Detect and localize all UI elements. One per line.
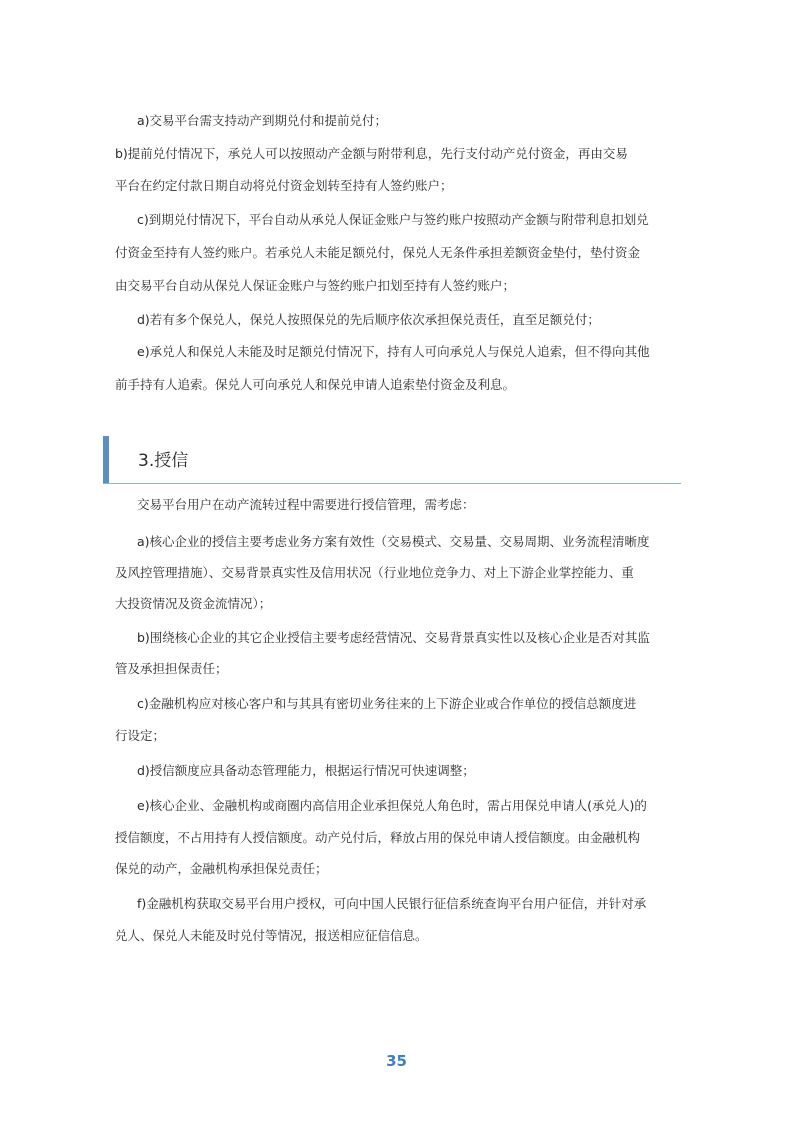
paragraph-line: 大投资情况及资金流情况）；	[115, 596, 272, 611]
paragraph-line: a)交易平台需支持动产到期兑付和提前兑付；	[137, 113, 388, 128]
paragraph-line: 由交易平台自动从保兑人保证金账户与签约账户扣划至持有人签约账户；	[115, 278, 516, 293]
paragraph-line: c)到期兑付情况下，平台自动从承兑人保证金账户与签约账户按照动产金额与附带利息扣划兑	[137, 212, 649, 227]
paragraph-line: e)核心企业、金融机构或商圈内高信用企业承担保兑人角色时，需占用保兑申请人(承兑人)的	[137, 798, 647, 813]
paragraph-line: c)金融机构应对核心客户和与其具有密切业务往来的上下游企业或合作单位的授信总额度进	[137, 696, 637, 711]
paragraph-line: 付资金至持有人签约账户。若承兑人未能足额兑付，保兑人无条件承担差额资金垫付，垫付资金	[115, 245, 641, 260]
paragraph-line: e)承兑人和保兑人未能及时足额兑付情况下，持有人可向承兑人与保兑人追索，但不得向其他	[137, 344, 650, 359]
paragraph-line: 及风控管理措施）、交易背景真实性及信用状况（行业地位竞争力、对上下游企业掌控能力、重	[115, 565, 634, 580]
paragraph-line: 兑人、保兑人未能及时兑付等情况，报送相应征信信息。	[115, 928, 428, 943]
paragraph-line: b)围绕核心企业的其它企业授信主要考虑经营情况、交易背景真实性以及核心企业是否对其监	[137, 630, 650, 645]
paragraph-line: 保兑的动产，金融机构承担保兑责任；	[115, 861, 328, 876]
paragraph-line: 行设定；	[115, 728, 166, 743]
paragraph-line: 授信额度，不占用持有人授信额度。动产兑付后，释放占用的保兑申请人授信额度。由金融机构	[115, 830, 641, 845]
section-title: 3.授信	[138, 451, 189, 471]
paragraph-line: b)提前兑付情况下，承兑人可以按照动产金额与附带利息，先行支付动产兑付资金，再由交易	[115, 146, 628, 161]
paragraph-line: 管及承担担保责任；	[115, 661, 228, 676]
paragraph-line: 交易平台用户在动产流转过程中需要进行授信管理，需考虑：	[137, 497, 475, 512]
section-header	[103, 436, 681, 484]
paragraph-line: a)核心企业的授信主要考虑业务方案有效性（交易模式、交易量、交易周期、业务流程清晰度	[137, 534, 650, 549]
paragraph-line: 前手持有人追索。保兑人可向承兑人和保兑申请人追索垫付资金及利息。	[115, 377, 516, 392]
paragraph-line: f)金融机构获取交易平台用户授权，可向中国人民银行征信系统查询平台用户征信，并针对承	[137, 896, 647, 911]
section-divider	[103, 483, 681, 484]
section-accent-bar	[103, 436, 109, 483]
paragraph-line: d)若有多个保兑人，保兑人按照保兑的先后顺序依次承担保兑责任，直至足额兑付；	[137, 312, 600, 327]
paragraph-line: 平台在约定付款日期自动将兑付资金划转至持有人签约账户；	[115, 178, 453, 193]
paragraph-line: d)授信额度应具备动态管理能力，根据运行情况可快速调整；	[137, 763, 475, 778]
page-number: 35	[386, 1052, 407, 1070]
